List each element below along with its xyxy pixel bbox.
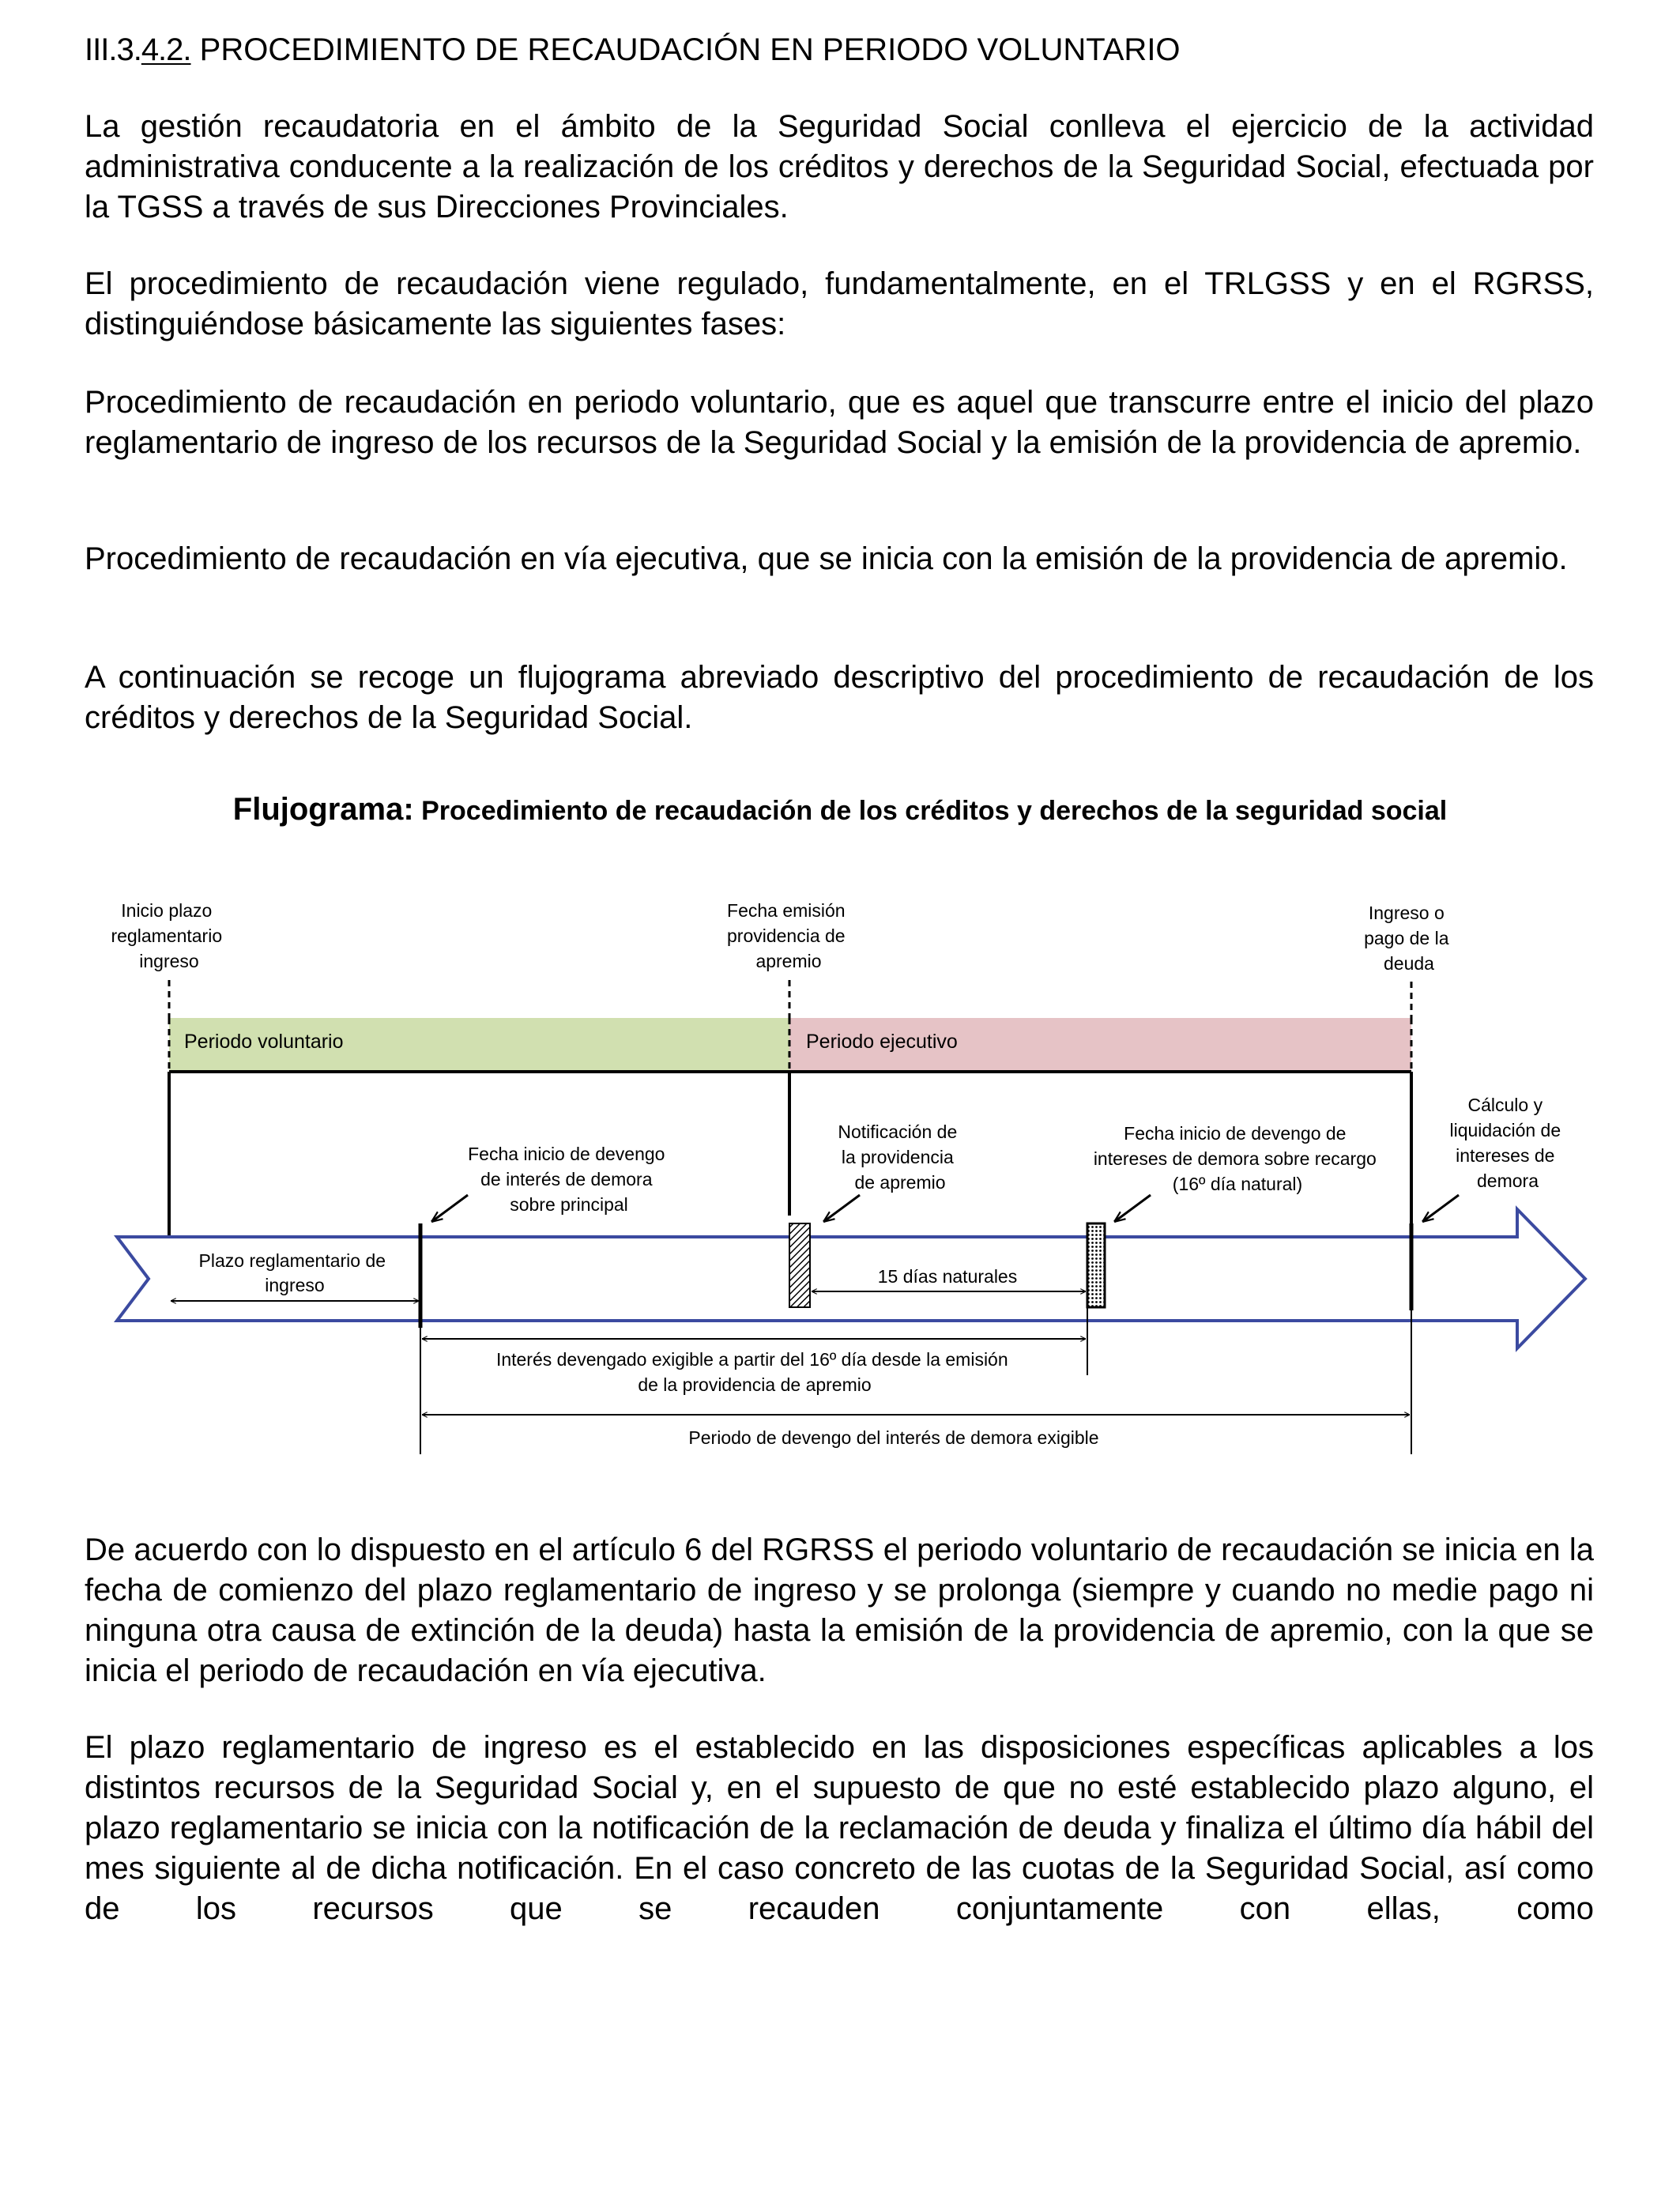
pointer-arrow-devengo-recargo [1114,1195,1151,1222]
milestone-emision-line1: Fecha emisión [727,900,846,921]
flowchart-diagram [0,869,1680,1470]
figure-title [0,792,1680,827]
paragraph-articulo-6: De acuerdo con lo dispuesto en el artículo 6 del RGRSS el periodo voluntario de recaudación se inicia en la fecha de comienzo del plazo reglamentario de ingreso y se prolonga (siempre y cuando no medie pago ni ninguna otra causa de extinción de la deuda) hasta la emisión de la providencia de apremio, con la que se inicia el periodo de recaudación en vía ejecutiva. [85,1532,1594,1688]
note-notificacion [838,1122,962,1193]
band-ejecutivo-label: Periodo ejecutivo [806,1031,958,1053]
paragraph-via-ejecutiva: Procedimiento de recaudación en vía ejecutiva, que se inicia con la emisión de la providencia de apremio. [85,541,1568,576]
note-devengo-principal-line2: de interés de demora [480,1169,653,1189]
note-devengo-recargo-line3: (16º día natural) [1172,1174,1303,1194]
paragraph-periodo-voluntario: Procedimiento de recaudación en periodo voluntario, que es aquel que transcurre entre el inicio del plazo reglamentario de ingreso de los recursos de la Seguridad Social y la emisión de la providencia de apremio. [85,385,1594,460]
pointer-arrow-notificacion [823,1195,860,1222]
timeline-arrow-icon [117,1209,1585,1348]
paragraph-plazo-reglamentario: El plazo reglamentario de ingreso es el establecido en las disposiciones específicas aplicables a los distintos recursos de la Seguridad Social y, en el supuesto de que no esté establecido plazo alguno, el plazo reglamentario se inicia con la notificación de la reclamación de deuda y finaliza el último día hábil del mes siguiente al de dicha notificación. En el caso concreto de las cuotas de la Seguridad Social, así como de los recursos que se recauden conjuntamente con ellas, como [85,1730,1594,1926]
milestone-emision-line3: apremio [755,951,822,971]
note-devengo-principal-line3: sobre principal [510,1194,628,1215]
section-number-underlined: 4.2. [141,32,191,67]
milestone-start-line1: Inicio plazo [121,900,213,921]
note-devengo-principal [468,1144,670,1215]
note-notificacion-line2: la providencia [841,1147,954,1167]
section-heading [85,30,1602,70]
label-interes-exigible [496,1349,1013,1395]
milestone-pago-label [1364,903,1454,974]
note-calculo-line4: demora [1477,1171,1539,1191]
milestone-emision-label [727,900,850,971]
section-number: III.3. [85,32,141,67]
milestone-pago-line3: deuda [1384,953,1434,974]
milestone-start-line2: reglamentario [111,925,223,946]
note-devengo-principal-line1: Fecha inicio de devengo [468,1144,665,1164]
milestone-pago-line1: Ingreso o [1368,903,1445,923]
note-calculo-line2: liquidación de [1449,1120,1561,1140]
note-calculo [1449,1095,1565,1191]
pointer-arrow-devengo-principal [431,1195,468,1222]
note-calculo-line1: Cálculo y [1467,1095,1543,1115]
note-devengo-recargo-line1: Fecha inicio de devengo de [1124,1123,1347,1144]
figure-title-label: Flujograma: [232,792,414,827]
marker-devengo-recargo-dotted [1087,1223,1105,1307]
label-15-dias: 15 días naturales [877,1266,1018,1287]
label-interes-exigible-line1: Interés devengado exigible a partir del 16º día desde la emisión [495,1349,1008,1370]
pointer-arrow-pago [1422,1195,1459,1222]
label-interes-exigible-line2: de la providencia de apremio [638,1374,872,1395]
paragraph-flujograma-intro: A continuación se recoge un flujograma abreviado descriptivo del procedimiento de recaudación de los créditos y derechos de la Seguridad Social. [85,660,1594,735]
note-notificacion-line3: de apremio [854,1172,946,1193]
note-devengo-recargo [1094,1123,1381,1194]
figure-title-text: Procedimiento de recaudación de los créditos y derechos de la seguridad social [413,796,1448,826]
marker-notificacion-hatched [789,1223,810,1307]
label-plazo-line1: Plazo reglamentario de [198,1250,386,1271]
label-periodo-devengo: Periodo de devengo del interés de demora exigible [688,1427,1099,1448]
section-title: PROCEDIMIENTO DE RECAUDACIÓN EN PERIODO VOLUNTARIO [190,32,1181,67]
paragraph-gestion: La gestión recaudatoria en el ámbito de la Seguridad Social conlleva el ejercicio de la actividad administrativa conducente a la realización de los créditos y derechos de la Seguridad Social, efectuada por la TGSS a través de sus Direcciones Provinciales. [85,109,1594,224]
milestone-start-label [111,900,227,971]
note-calculo-line3: intereses de [1456,1145,1555,1166]
note-notificacion-line1: Notificación de [838,1122,958,1142]
note-devengo-recargo-line2: intereses de demora sobre recargo [1093,1148,1377,1169]
label-plazo-line2: ingreso [265,1275,325,1295]
milestone-pago-line2: pago de la [1364,928,1449,948]
paragraph-procedimiento: El procedimiento de recaudación viene regulado, fundamentalmente, en el TRLGSS y en el RGRSS, distinguiéndose básicamente las siguientes fases: [85,266,1594,341]
band-voluntario-label: Periodo voluntario [184,1031,344,1053]
milestone-emision-line2: providencia de [727,925,846,946]
milestone-start-line3: ingreso [139,951,199,971]
